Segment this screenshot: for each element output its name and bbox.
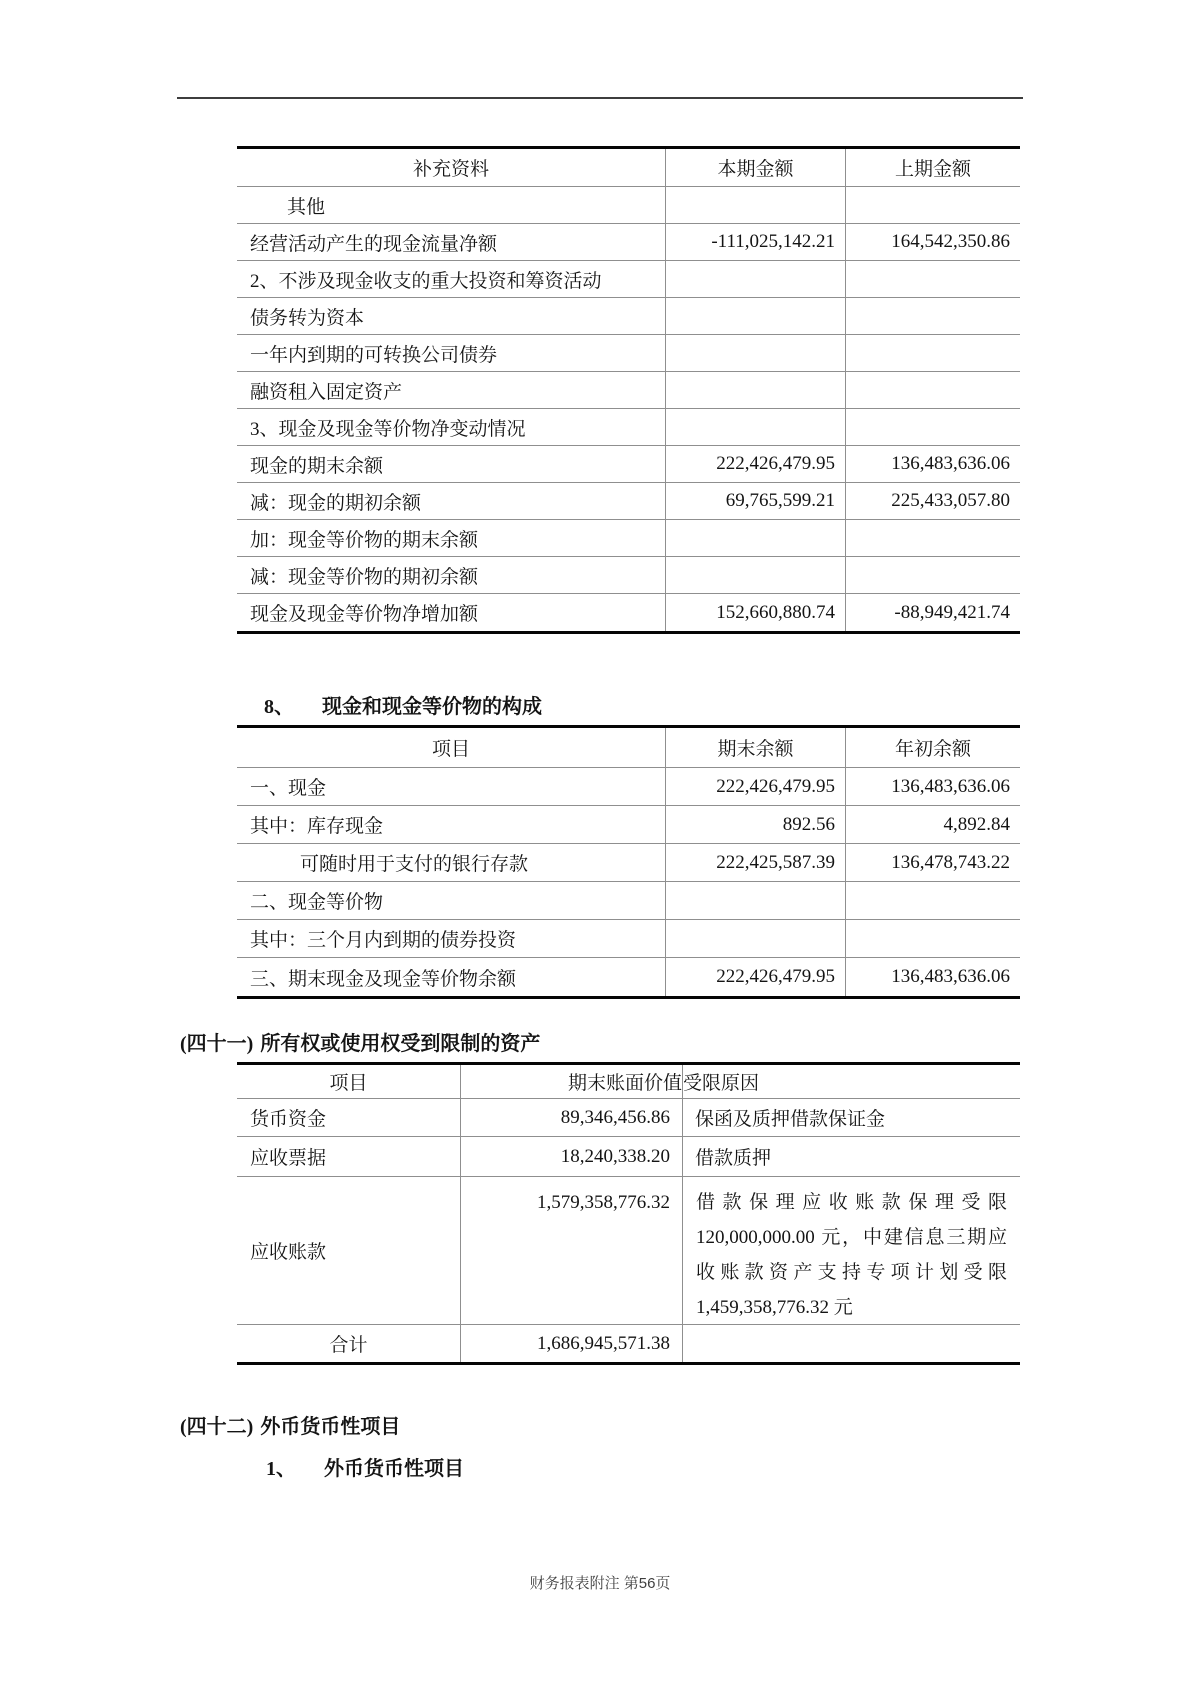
cell-prior	[845, 335, 1020, 371]
row-label: 债务转为资本	[250, 307, 365, 329]
subsection-heading-42-1	[266, 1456, 464, 1482]
row-label: 其他	[287, 196, 326, 218]
cell-ending: 892.56	[665, 806, 845, 843]
cell-prior	[845, 372, 1020, 408]
restricted-assets-table	[237, 1062, 1020, 1365]
cell-prior: 164,542,350.86	[845, 224, 1020, 260]
table-row	[237, 768, 1020, 806]
cell-reason: 保函及质押借款保证金	[682, 1099, 1020, 1136]
cell-current	[665, 298, 845, 334]
cell-book-value: 1,579,358,776.32	[460, 1177, 682, 1324]
cell-prior	[845, 261, 1020, 297]
table-row	[237, 335, 1020, 372]
table-row	[237, 261, 1020, 298]
total-reason	[682, 1325, 1020, 1362]
total-label: 合计	[329, 1335, 368, 1356]
table-row	[237, 557, 1020, 594]
cell-book-value: 89,346,456.86	[460, 1099, 682, 1136]
cell-beginning	[845, 882, 1020, 919]
table-header-row	[237, 149, 1020, 187]
row-label: 现金的期末余额	[250, 455, 384, 477]
cell-prior	[845, 298, 1020, 334]
header-beginning-balance: 年初余额	[845, 728, 1020, 767]
header-item: 项目	[431, 739, 470, 760]
table-row	[237, 958, 1020, 996]
cell-prior: 225,433,057.80	[845, 483, 1020, 519]
subsection-title: 外币货币性项目	[324, 1458, 464, 1480]
cell-reason: 借款质押	[682, 1137, 1020, 1176]
table-row	[237, 920, 1020, 958]
section-title: 所有权或使用权受到限制的资产	[260, 1033, 541, 1055]
cell-beginning: 136,478,743.22	[845, 844, 1020, 881]
cell-prior	[845, 520, 1020, 556]
row-label: 三、期末现金及现金等价物余额	[250, 968, 517, 990]
row-label: 3、现金及现金等价物净变动情况	[250, 418, 526, 440]
cell-ending: 222,426,479.95	[665, 768, 845, 805]
page-header-rule	[177, 97, 1023, 99]
cell-prior: 136,483,636.06	[845, 446, 1020, 482]
cell-prior: -88,949,421.74	[845, 594, 1020, 631]
section-heading-41	[180, 1031, 540, 1057]
section-number: (四十一)	[180, 1033, 254, 1055]
row-label: 融资租入固定资产	[250, 381, 403, 403]
table-row	[237, 409, 1020, 446]
row-label: 货币资金	[250, 1109, 327, 1130]
section-title: 现金和现金等价物的构成	[322, 696, 542, 718]
section-title: 外币货币性项目	[260, 1416, 401, 1438]
cell-beginning: 4,892.84	[845, 806, 1020, 843]
cell-ending	[665, 920, 845, 957]
table-row	[237, 882, 1020, 920]
section-number: 8、	[264, 696, 294, 718]
table-row	[237, 187, 1020, 224]
section-heading-42	[180, 1414, 400, 1440]
row-label: 其中：三个月内到期的债券投资	[250, 930, 517, 951]
row-label: 应收账款	[250, 1242, 327, 1263]
supplementary-cashflow-table	[237, 146, 1020, 634]
row-label: 其中：库存现金	[250, 816, 384, 837]
cell-current: 152,660,880.74	[665, 594, 845, 631]
cell-book-value: 18,240,338.20	[460, 1137, 682, 1176]
row-label: 经营活动产生的现金流量净额	[250, 233, 498, 255]
row-label: 加：现金等价物的期末余额	[250, 529, 479, 551]
cell-beginning: 136,483,636.06	[845, 958, 1020, 996]
table-row	[237, 594, 1020, 631]
cell-reason: 借款保理应收账款保理受限 120,000,000.00 元，中建信息三期应收账款资产支持专项计划受限 1,459,358,776.32 元	[682, 1177, 1020, 1324]
header-ending-book-value: 期末账面价值	[460, 1065, 682, 1098]
row-label: 应收票据	[250, 1148, 327, 1169]
header-current-amount: 本期金额	[665, 149, 845, 186]
row-label: 可随时用于支付的银行存款	[300, 854, 529, 875]
cell-current	[665, 557, 845, 593]
table-row	[237, 224, 1020, 261]
section-heading-8	[264, 694, 542, 720]
table-row	[237, 844, 1020, 882]
table-row	[237, 298, 1020, 335]
table-row	[237, 1177, 1020, 1325]
cell-current	[665, 335, 845, 371]
header-ending-balance: 期末余额	[665, 728, 845, 767]
cell-prior	[845, 557, 1020, 593]
row-label: 一年内到期的可转换公司债券	[250, 344, 498, 366]
row-label: 2、不涉及现金收支的重大投资和筹资活动	[250, 270, 602, 292]
table-total-row	[237, 1325, 1020, 1362]
cell-current	[665, 409, 845, 445]
subsection-number: 1、	[266, 1458, 296, 1480]
row-label: 减：现金等价物的期初余额	[250, 566, 479, 588]
cell-prior	[845, 187, 1020, 223]
cell-beginning: 136,483,636.06	[845, 768, 1020, 805]
header-item: 补充资料	[412, 159, 489, 180]
row-label: 二、现金等价物	[250, 892, 384, 913]
table-row	[237, 806, 1020, 844]
table-header-row	[237, 1065, 1020, 1099]
cash-composition-table	[237, 725, 1020, 999]
header-item: 项目	[329, 1073, 368, 1094]
cell-prior	[845, 409, 1020, 445]
table-row	[237, 446, 1020, 483]
table-row	[237, 372, 1020, 409]
cell-ending: 222,425,587.39	[665, 844, 845, 881]
cell-current: 69,765,599.21	[665, 483, 845, 519]
cell-ending: 222,426,479.95	[665, 958, 845, 996]
section-number: (四十二)	[180, 1416, 254, 1438]
cell-current	[665, 520, 845, 556]
cell-ending	[665, 882, 845, 919]
row-label: 现金及现金等价物净增加额	[250, 604, 479, 625]
page-footer: 财务报表附注 第56页	[529, 1575, 671, 1592]
cell-current: 222,426,479.95	[665, 446, 845, 482]
table-row	[237, 483, 1020, 520]
table-header-row	[237, 728, 1020, 768]
cell-current	[665, 372, 845, 408]
cell-beginning	[845, 920, 1020, 957]
row-label: 减：现金的期初余额	[250, 492, 422, 514]
cell-current	[665, 261, 845, 297]
cell-current: -111,025,142.21	[665, 224, 845, 260]
table-row	[237, 520, 1020, 557]
table-row	[237, 1099, 1020, 1137]
row-label: 一、现金	[250, 778, 327, 799]
cell-current	[665, 187, 845, 223]
header-restriction-reason: 受限原因	[682, 1065, 1020, 1098]
table-row	[237, 1137, 1020, 1177]
header-prior-amount: 上期金额	[845, 149, 1020, 186]
total-value: 1,686,945,571.38	[460, 1325, 682, 1362]
